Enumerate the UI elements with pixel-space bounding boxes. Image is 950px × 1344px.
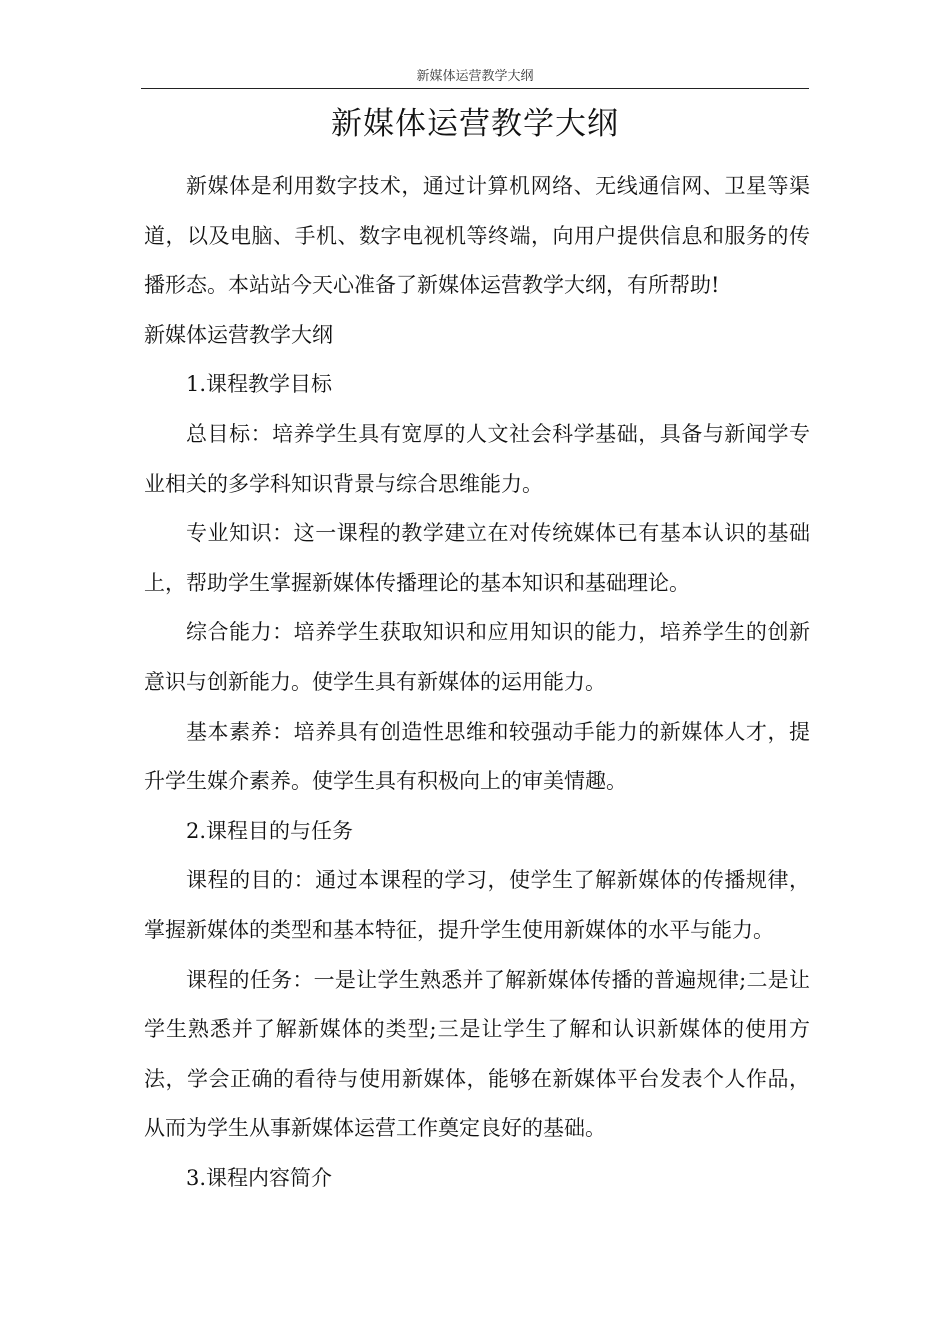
section-heading-1: 1.课程教学目标 — [186, 372, 333, 397]
paragraph-basic-quality: 基本素养：培养具有创造性思维和较强动手能力的新媒体人才，提升学生媒介素养。使学生具有积极向上的审美情趣。 — [144, 719, 810, 794]
paragraph-course-tasks: 课程的任务：一是让学生熟悉并了解新媒体传播的普遍规律;二是让学生熟悉并了解新媒体的类型;三是让学生了解和认识新媒体的使用方法，学会正确的看待与使用新媒体，能够在新媒体平台发表个人作品，从而为学生从事新媒体运营工作奠定良好的基础。 — [144, 967, 810, 1141]
paragraph-overall-goal: 总目标：培养学生具有宽厚的人文社会科学基础，具备与新闻学专业相关的多学科知识背景与综合思维能力。 — [144, 421, 810, 496]
header-divider — [141, 88, 809, 89]
intro-paragraph: 新媒体是利用数字技术，通过计算机网络、无线通信网、卫星等渠道，以及电脑、手机、数字电视机等终端，向用户提供信息和服务的传播形态。本站站今天心准备了新媒体运营教学大纲，有所帮助! — [144, 174, 810, 298]
document-body — [144, 162, 810, 1203]
running-header: 新媒体运营教学大纲 — [416, 69, 534, 84]
paragraph-professional-knowledge: 专业知识：这一课程的教学建立在对传统媒体已有基本认识的基础上，帮助学生掌握新媒体传播理论的基本知识和基础理论。 — [144, 521, 810, 595]
document-title: 新媒体运营教学大纲 — [331, 106, 619, 142]
subtitle-line: 新媒体运营教学大纲 — [144, 322, 333, 347]
section-heading-2: 2.课程目的与任务 — [186, 818, 354, 843]
paragraph-course-purpose: 课程的目的：通过本课程的学习，使学生了解新媒体的传播规律，掌握新媒体的类型和基本特征，提升学生使用新媒体的水平与能力。 — [144, 868, 810, 942]
section-heading-3: 3.课程内容简介 — [186, 1165, 333, 1190]
paragraph-comprehensive-ability: 综合能力：培养学生获取知识和应用知识的能力，培养学生的创新意识与创新能力。使学生具有新媒体的运用能力。 — [144, 620, 810, 694]
